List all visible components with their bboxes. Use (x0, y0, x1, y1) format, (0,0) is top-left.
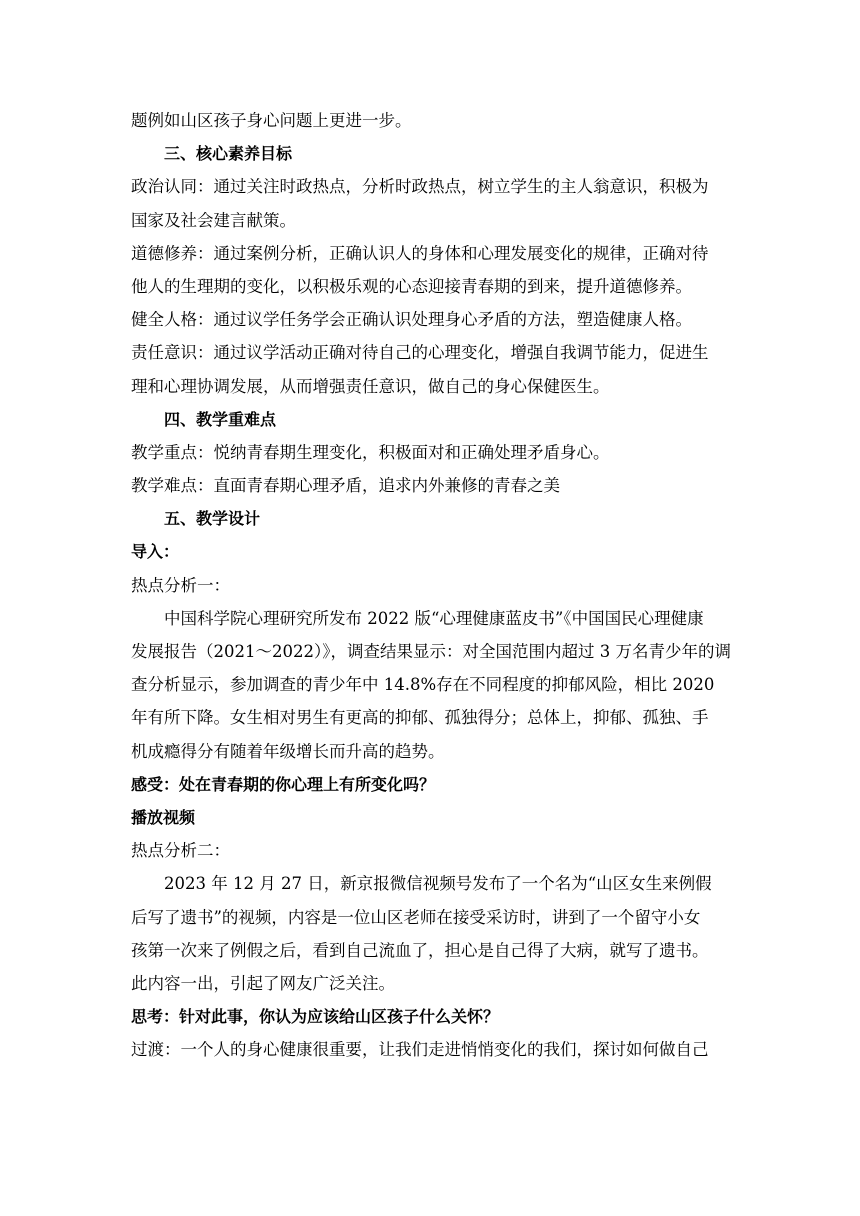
section-heading-teaching-design: 五、教学设计 (164, 509, 261, 529)
paragraph-line: 热点分析二： (131, 841, 230, 861)
bold-question-think: 思考：针对此事，你认为应该给山区孩子什么关怀？ (131, 1007, 500, 1027)
paragraph-line: 教学难点：直面青春期心理矛盾，追求内外兼修的青春之美 (131, 476, 560, 496)
paragraph-line: 过渡：一个人的身心健康很重要，让我们走进悄悄变化的我们，探讨如何做自己 (131, 1040, 709, 1060)
paragraph-line: 查分析显示，参加调查的青少年中 14.8%存在不同程度的抑郁风险，相比 2020 (131, 675, 715, 695)
paragraph-line-indented: 中国科学院心理研究所发布 2022 版“心理健康蓝皮书”《中国国民心理健康 (164, 608, 704, 628)
paragraph-line: 责任意识：通过议学活动正确对待自己的心理变化，增强自我调节能力，促进生 (131, 343, 709, 363)
document-page (131, 104, 741, 1066)
bold-label-play-video: 播放视频 (131, 807, 196, 827)
paragraph-line: 道德修养：通过案例分析，正确认识人的身体和心理发展变化的规律，正确对待 (131, 243, 709, 263)
bold-question-feeling: 感受：处在青春期的你心理上有所变化吗？ (131, 774, 436, 794)
paragraph-line: 此内容一出，引起了网友广泛关注。 (131, 973, 395, 993)
paragraph-line: 他人的生理期的变化，以积极乐观的心态迎接青春期的到来，提升道德修养。 (131, 276, 692, 296)
paragraph-line-indented: 2023 年 12 月 27 日，新京报微信视频号发布了一个名为“山区女生来例假 (164, 874, 712, 894)
paragraph-line: 健全人格：通过议学任务学会正确认识处理身心矛盾的方法，塑造健康人格。 (131, 310, 692, 330)
section-heading-core-literacy: 三、核心素养目标 (164, 144, 293, 164)
paragraph-line: 后写了遗书”的视频，内容是一位山区老师在接受采访时，讲到了一个留守小女 (131, 907, 701, 927)
section-heading-key-points: 四、教学重难点 (164, 409, 277, 429)
paragraph-line: 年有所下降。女生相对男生有更高的抑郁、孤独得分；总体上，抑郁、孤独、手 (131, 708, 709, 728)
paragraph-line: 政治认同：通过关注时政热点，分析时政热点，树立学生的主人翁意识，积极为 (131, 177, 709, 197)
paragraph-line: 热点分析一： (131, 575, 230, 595)
paragraph-line: 理和心理协调发展，从而增强责任意识，做自己的身心保健医生。 (131, 376, 610, 396)
paragraph-line: 孩第一次来了例假之后，看到自己流血了，担心是自己得了大病，就写了遗书。 (131, 940, 709, 960)
paragraph-line: 教学重点：悦纳青春期生理变化，积极面对和正确处理矛盾身心。 (131, 442, 610, 462)
paragraph-line: 发展报告（2021～2022）》，调查结果显示：对全国范围内超过 3 万名青少年的调 (131, 642, 731, 661)
paragraph-line: 国家及社会建言献策。 (131, 210, 296, 230)
paragraph-line: 题例如山区孩子身心问题上更进一步。 (131, 111, 412, 130)
bold-label-intro: 导入： (131, 542, 180, 562)
paragraph-line: 机成瘾得分有随着年级增长而升高的趋势。 (131, 741, 445, 761)
